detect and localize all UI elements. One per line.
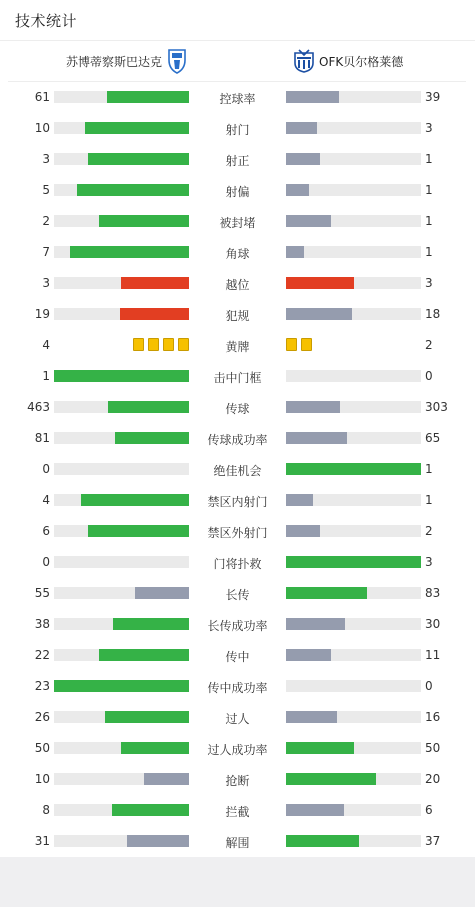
stat-label: 控球率 (219, 92, 256, 106)
home-yellow-cards (129, 338, 189, 352)
away-stat-value: 1 (425, 152, 433, 166)
stat-row (0, 423, 475, 454)
home-stat-bar-fill (107, 91, 189, 103)
away-stat-bar-fill (286, 184, 309, 196)
home-stat-value: 8 (42, 803, 50, 817)
home-stat-bar-fill (85, 122, 189, 134)
away-yellow-cards (286, 338, 316, 352)
stat-row (0, 609, 475, 640)
home-stat-bar-fill (115, 432, 189, 444)
away-stat-bar-track (286, 773, 421, 785)
away-stat-value: 1 (425, 493, 433, 507)
away-stat-bar-fill (286, 556, 421, 568)
yellow-card-icon (301, 338, 312, 351)
home-team-crest-icon[interactable] (166, 48, 188, 74)
stat-label: 解围 (225, 836, 250, 850)
stat-label: 射偏 (225, 185, 250, 199)
home-stat-bar-fill (113, 618, 189, 630)
away-stat-bar-fill (286, 153, 320, 165)
home-stat-bar-fill (70, 246, 189, 258)
away-stat-bar-track (286, 618, 421, 630)
stat-row (0, 671, 475, 702)
away-stat-bar-fill (286, 587, 367, 599)
home-stat-bar-track (54, 680, 189, 692)
away-stat-bar-track (286, 835, 421, 847)
stat-label: 犯规 (225, 309, 250, 323)
away-stat-value: 3 (425, 121, 433, 135)
home-stat-value: 5 (42, 183, 50, 197)
home-stat-value: 3 (42, 276, 50, 290)
stat-row (0, 330, 475, 361)
yellow-card-icon (178, 338, 189, 351)
home-stat-value: 61 (34, 90, 50, 104)
home-stat-value: 10 (34, 121, 50, 135)
away-stat-bar-track (286, 184, 421, 196)
stat-label: 角球 (225, 247, 250, 261)
home-stat-bar-fill (108, 401, 189, 413)
away-stat-bar-fill (286, 308, 352, 320)
away-stat-value: 3 (425, 276, 433, 290)
stat-row (0, 702, 475, 733)
home-stat-value: 4 (42, 493, 50, 507)
home-stat-bar-track (54, 184, 189, 196)
away-stat-value: 11 (425, 648, 441, 662)
home-stat-value: 463 (27, 400, 50, 414)
away-stat-value: 39 (425, 90, 441, 104)
home-stat-value: 10 (34, 772, 50, 786)
away-stat-bar-track (286, 556, 421, 568)
stat-label: 长传 (225, 588, 250, 602)
home-stat-bar-track (54, 494, 189, 506)
stat-row (0, 733, 475, 764)
away-stat-value: 1 (425, 183, 433, 197)
away-stat-bar-fill (286, 494, 313, 506)
stat-label: 传球成功率 (207, 433, 268, 447)
away-stat-bar-fill (286, 91, 339, 103)
stat-label: 射门 (225, 123, 250, 137)
home-stat-value: 55 (34, 586, 50, 600)
stat-row (0, 268, 475, 299)
away-stat-bar-fill (286, 215, 331, 227)
stat-label: 击中门框 (213, 371, 262, 385)
yellow-card-icon (163, 338, 174, 351)
stat-label: 长传成功率 (207, 619, 268, 633)
away-stat-bar-track (286, 277, 421, 289)
home-stat-bar-track (54, 773, 189, 785)
stat-row (0, 392, 475, 423)
away-stat-bar-track (286, 742, 421, 754)
stat-label: 禁区内射门 (207, 495, 268, 509)
divider (0, 40, 475, 41)
away-stat-bar-fill (286, 122, 317, 134)
away-stat-bar-fill (286, 463, 421, 475)
away-stat-bar-track (286, 246, 421, 258)
home-stat-bar-fill (99, 649, 189, 661)
stat-label: 黄牌 (225, 340, 250, 354)
away-stat-bar-fill (286, 525, 320, 537)
away-stat-bar-track (286, 711, 421, 723)
home-stat-bar-track (54, 587, 189, 599)
away-stat-bar-track (286, 525, 421, 537)
stat-row (0, 237, 475, 268)
away-stat-bar-fill (286, 401, 340, 413)
yellow-card-icon (148, 338, 159, 351)
stat-row (0, 578, 475, 609)
away-stat-value: 0 (425, 369, 433, 383)
stat-label: 抢断 (225, 774, 250, 788)
home-stat-bar-fill (121, 742, 189, 754)
home-stat-value: 1 (42, 369, 50, 383)
stat-row (0, 547, 475, 578)
home-stat-bar-fill (77, 184, 189, 196)
stat-row (0, 361, 475, 392)
away-stat-bar-track (286, 649, 421, 661)
away-stat-value: 303 (425, 400, 448, 414)
away-team-name[interactable]: OFK贝尔格莱德 (319, 55, 404, 69)
stat-label: 射正 (225, 154, 250, 168)
away-stat-bar-fill (286, 773, 376, 785)
stat-label: 传中成功率 (207, 681, 268, 695)
away-stat-bar-fill (286, 618, 345, 630)
home-stat-value: 2 (42, 214, 50, 228)
home-stat-value: 26 (34, 710, 50, 724)
home-stat-bar-track (54, 804, 189, 816)
home-stat-bar-fill (88, 525, 189, 537)
home-stat-value: 3 (42, 152, 50, 166)
away-stat-bar-fill (286, 742, 354, 754)
away-stat-value: 2 (425, 524, 433, 538)
home-stat-bar-fill (105, 711, 189, 723)
home-stat-value: 4 (42, 338, 50, 352)
away-team-crest-icon[interactable] (292, 49, 316, 73)
away-stat-value: 16 (425, 710, 441, 724)
home-stat-value: 19 (34, 307, 50, 321)
away-stat-bar-track (286, 804, 421, 816)
stat-label: 禁区外射门 (207, 526, 268, 540)
away-stat-value: 20 (425, 772, 441, 786)
away-stat-bar-track (286, 370, 421, 382)
away-stat-bar-fill (286, 246, 304, 258)
away-stat-value: 1 (425, 462, 433, 476)
stat-row (0, 113, 475, 144)
home-stat-value: 6 (42, 524, 50, 538)
away-stat-bar-fill (286, 277, 354, 289)
home-stat-bar-track (54, 277, 189, 289)
home-stat-bar-track (54, 835, 189, 847)
home-stat-bar-fill (99, 215, 189, 227)
stat-label: 传中 (225, 650, 250, 664)
away-stat-value: 30 (425, 617, 441, 631)
home-stat-bar-track (54, 246, 189, 258)
home-stat-bar-fill (112, 804, 189, 816)
home-stat-bar-track (54, 649, 189, 661)
stat-row (0, 175, 475, 206)
home-stat-bar-fill (135, 587, 189, 599)
home-stat-bar-track (54, 370, 189, 382)
away-stat-value: 2 (425, 338, 433, 352)
home-stat-bar-track (54, 153, 189, 165)
away-stat-bar-track (286, 463, 421, 475)
home-stat-bar-fill (88, 153, 189, 165)
home-stat-value: 0 (42, 555, 50, 569)
away-stat-bar-track (286, 308, 421, 320)
away-stat-bar-track (286, 122, 421, 134)
stat-row (0, 82, 475, 113)
home-stat-bar-track (54, 215, 189, 227)
away-stat-bar-fill (286, 711, 337, 723)
away-stat-bar-fill (286, 835, 359, 847)
away-stat-value: 18 (425, 307, 441, 321)
home-stat-bar-track (54, 122, 189, 134)
home-stat-value: 7 (42, 245, 50, 259)
home-stat-bar-fill (54, 680, 189, 692)
stat-label: 拦截 (225, 805, 250, 819)
stat-label: 传球 (225, 402, 250, 416)
stat-row (0, 795, 475, 826)
away-stat-bar-track (286, 401, 421, 413)
home-stat-bar-fill (127, 835, 189, 847)
away-stat-bar-track (286, 432, 421, 444)
away-stat-bar-track (286, 680, 421, 692)
home-stat-bar-track (54, 308, 189, 320)
home-stat-bar-track (54, 618, 189, 630)
team-header (0, 46, 475, 76)
home-stat-bar-fill (120, 308, 189, 320)
home-stat-bar-track (54, 711, 189, 723)
stat-row (0, 826, 475, 857)
home-stat-bar-track (54, 401, 189, 413)
away-stat-value: 1 (425, 214, 433, 228)
stat-label: 门将扑救 (213, 557, 262, 571)
home-stat-value: 23 (34, 679, 50, 693)
home-stat-value: 38 (34, 617, 50, 631)
home-stat-bar-fill (81, 494, 189, 506)
away-stat-value: 3 (425, 555, 433, 569)
home-stat-bar-track (54, 556, 189, 568)
home-stat-bar-track (54, 463, 189, 475)
stat-row (0, 516, 475, 547)
stat-label: 过人成功率 (207, 743, 268, 757)
away-stat-value: 37 (425, 834, 441, 848)
away-stat-bar-track (286, 91, 421, 103)
away-stat-value: 6 (425, 803, 433, 817)
stat-row (0, 764, 475, 795)
home-stat-value: 81 (34, 431, 50, 445)
stat-row (0, 299, 475, 330)
yellow-card-icon (286, 338, 297, 351)
home-stat-value: 0 (42, 462, 50, 476)
stat-row (0, 640, 475, 671)
home-team-name[interactable]: 苏博蒂察斯巴达克 (66, 55, 163, 69)
home-stat-value: 22 (34, 648, 50, 662)
stat-row (0, 206, 475, 237)
home-stat-bar-fill (121, 277, 189, 289)
away-stat-value: 0 (425, 679, 433, 693)
home-stat-bar-fill (144, 773, 189, 785)
home-stat-bar-track (54, 525, 189, 537)
away-stat-bar-fill (286, 432, 347, 444)
stat-label: 过人 (225, 712, 250, 726)
away-stat-bar-track (286, 153, 421, 165)
away-stat-bar-track (286, 587, 421, 599)
stat-row (0, 485, 475, 516)
stat-label: 被封堵 (219, 216, 256, 230)
away-stat-value: 50 (425, 741, 441, 755)
home-stat-bar-fill (54, 370, 189, 382)
yellow-card-icon (133, 338, 144, 351)
away-stat-value: 83 (425, 586, 441, 600)
stat-label: 越位 (225, 278, 250, 292)
stat-row (0, 144, 475, 175)
away-stat-bar-track (286, 494, 421, 506)
away-stat-value: 65 (425, 431, 441, 445)
home-stat-value: 50 (34, 741, 50, 755)
away-stat-bar-track (286, 215, 421, 227)
away-stat-value: 1 (425, 245, 433, 259)
page-title: 技术统计 (15, 12, 78, 30)
stat-label: 绝佳机会 (213, 464, 262, 478)
home-stat-bar-track (54, 91, 189, 103)
away-stat-bar-fill (286, 804, 344, 816)
home-stat-bar-track (54, 742, 189, 754)
stat-row (0, 454, 475, 485)
home-stat-value: 31 (34, 834, 50, 848)
home-stat-bar-track (54, 432, 189, 444)
away-stat-bar-fill (286, 649, 331, 661)
